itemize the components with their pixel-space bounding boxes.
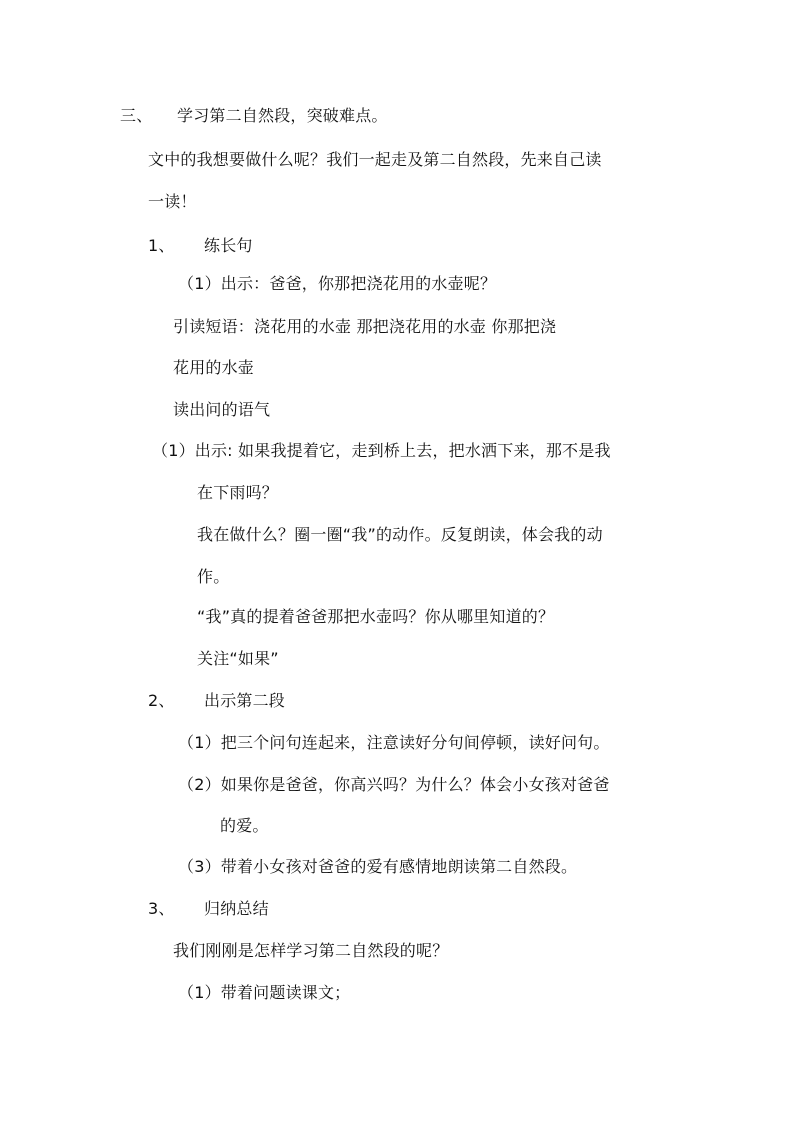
item1-guide-line-2: 花用的水壶: [173, 358, 255, 377]
item2-p2-line-2: 的爱。: [220, 816, 269, 835]
item1-q2: “我”真的提着爸爸那把水壶吗？你从哪里知道的？: [197, 607, 555, 626]
item1-sub2-line-1: （1）出示: 如果我提着它，走到桥上去，把水洒下来，那不是我: [152, 441, 611, 460]
section-intro-line-2: 一读！: [148, 192, 197, 211]
item1-q1-line-2: 作。: [197, 567, 230, 586]
section-title: 学习第二自然段，突破难点。: [177, 106, 388, 125]
item3-marker: 3、: [148, 899, 175, 918]
item2-p2-line-1: （2）如果你是爸爸，你高兴吗？为什么？体会小女孩对爸爸: [178, 775, 610, 794]
item3-question: 我们刚刚是怎样学习第二自然段的呢？: [173, 941, 449, 960]
item1-marker: 1、: [148, 236, 175, 255]
item1-focus: 关注“如果”: [197, 649, 279, 668]
item1-tone: 读出问的语气: [173, 400, 271, 419]
item1-q1-line-1: 我在做什么？圈一圈“我”的动作。反复朗读，体会我的动: [197, 525, 603, 544]
section-intro-line-1: 文中的我想要做什么呢？我们一起走及第二自然段，先来自己读: [148, 150, 602, 169]
item2-title: 出示第二段: [204, 691, 286, 710]
section-marker: 三、: [120, 106, 153, 125]
item1-title: 练长句: [204, 236, 253, 255]
item1-guide-line-1: 引读短语：浇花用的水壶 那把浇花用的水壶 你那把浇: [173, 317, 557, 336]
item2-marker: 2、: [148, 691, 175, 710]
item1-sub2-line-2: 在下雨吗？: [197, 483, 279, 502]
item2-p3: （3）带着小女孩对爸爸的爱有感情地朗读第二自然段。: [178, 857, 578, 876]
item3-title: 归纳总结: [204, 899, 269, 918]
item3-p1: （1）带着问题读课文；: [178, 983, 351, 1002]
item2-p1: （1）把三个问句连起来，注意读好分句间停顿，读好问句。: [178, 733, 610, 752]
item1-sub1: （1）出示：爸爸，你那把浇花用的水壶呢？: [178, 274, 497, 293]
